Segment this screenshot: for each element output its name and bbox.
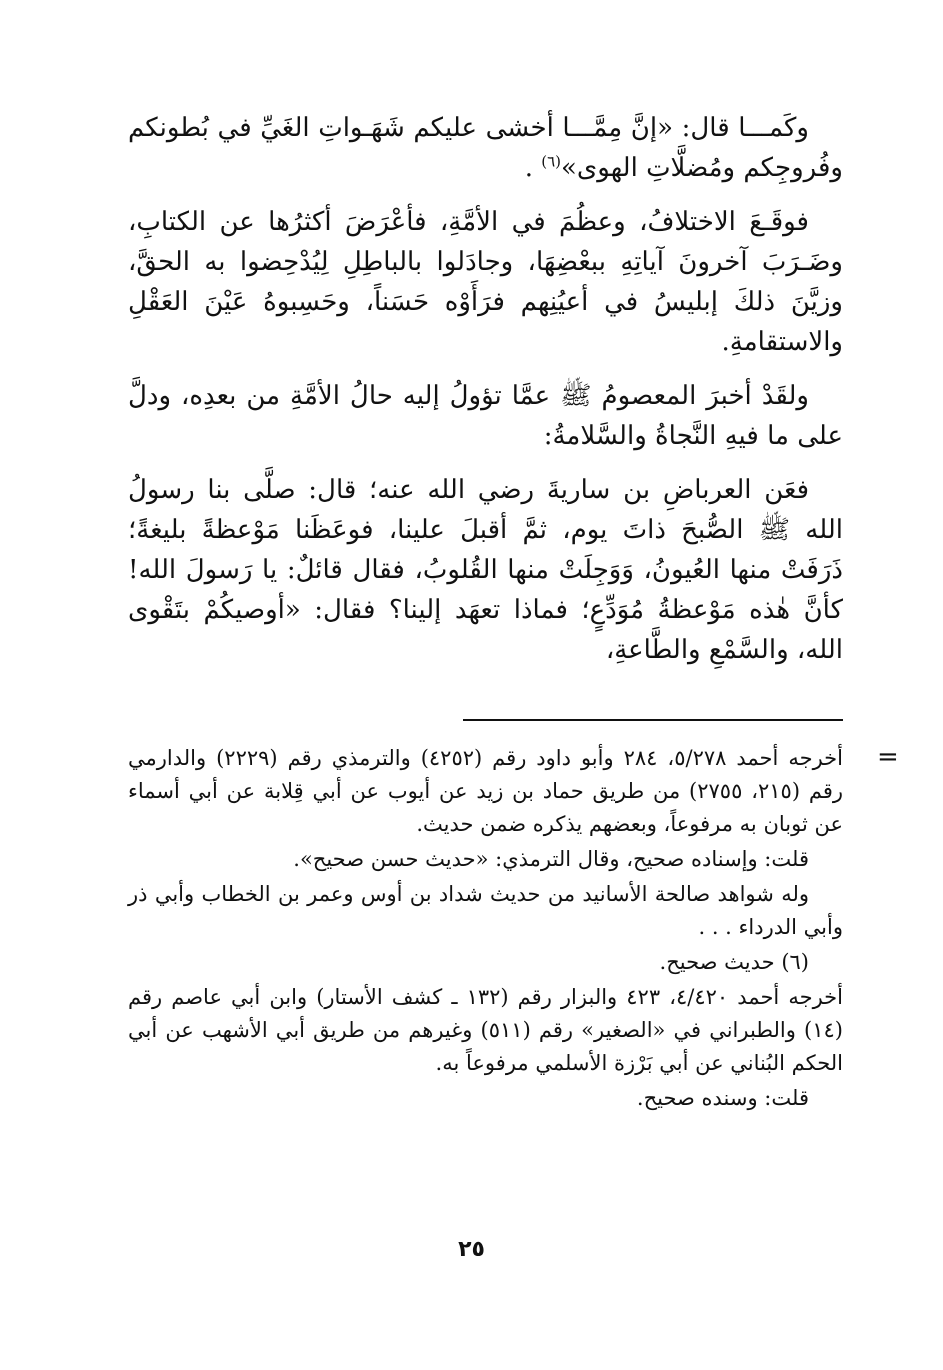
paragraph-2: فوقَـعَ الاختلافُ، وعظُمَ في الأمَّةِ، فأعْرَضَ أكثرُها عن الكتابِ، وضَـرَبَ آخرونَ آياتِهِ ببعْضِهَا، وجادَلوا بالباطِلِ لِيُدْحِضوا به الحقَّ، وزيَّنَ ذلكَ إبليسُ في أعيُنِهم فرَأَوْه حَسَناً، وحَسِبوهُ عَيْنَ العَقْلِ والاستقامةِ. [128, 207, 843, 357]
paragraph-1 [128, 108, 843, 188]
footnote-separator [463, 719, 843, 721]
footnote-line: قلت: وإسناده صحيح، وقال الترمذي: «حديث حسن صحيح». [293, 847, 809, 871]
paragraph-3: ولقَدْ أخبرَ المعصومُ ﷺ عمَّا تؤولُ إليه حالُ الأمَّةِ من بعدِه، ودلَّ على ما فيهِ النَّجاةُ والسَّلامةُ: [128, 381, 843, 451]
footnote-line: أخرجه أحمد ٥/٢٧٨، ٢٨٤ وأبو داود رقم (٤٢٥٢) والترمذي رقم (٢٢٢٩) والدارمي رقم (٢١٥، ٢٧٥٥) من طريق حماد بن زيد عن أيوب عن أبي قِلابة عن أبي أسماء عن ثوبان به مرفوعاً، وبعضهم يذكره ضمن حديث. [128, 746, 844, 836]
paragraph-1-text: وكَمـــا قال: «إنَّ مِمَّـــا أخشى عليكم شَهَـواتِ الغَيِّ في بُطونكم وفُروجِكم ومُضلَّاتِ الهوى» [128, 113, 843, 183]
footnote-line: أخرجه أحمد ٤/٤٢٠، ٤٢٣ والبزار رقم (١٣٢ ـ كشف الأستار) وابن أبي عاصم رقم (١٤) والطبراني في «الصغير» رقم (٥١١) وغيرهم من طريق أبي الأشهب عن أبي الحكم البُناني عن أبي بَرْزة الأسلمي مرفوعاً به. [128, 985, 843, 1075]
footnote-line: وله شواهد صالحة الأسانيد من حديث شداد بن أوس وعمر بن الخطاب وأبي ذر وأبي الدرداء . . . [128, 882, 843, 939]
paragraph-1-end: . [524, 153, 542, 183]
footnote-heading-6: (٦) حديث صحيح. [659, 950, 809, 974]
footnotes [128, 742, 843, 1117]
footnote-continuation-mark: = [877, 742, 899, 772]
footnote-reference-6: (٦) [541, 152, 561, 171]
footnote-line: قلت: وسنده صحيح. [636, 1086, 809, 1110]
paragraph-4: فعَن العرباضِ بن ساريةَ رضي الله عنه؛ قال: صلَّى بنا رسولُ الله ﷺ الصُّبحَ ذاتَ يوم، ثمَّ أقبلَ علينا، فوعَظَنا مَوْعظةً بليغةً؛ ذَرَفَتْ منها العُيونُ، وَوَجِلَتْ منها القُلوبُ، فقال قائلٌ: يا رَسولَ الله! كأنَّ هٰذه مَوْعظةُ مُوَدِّعٍ؛ فماذا تعهَد إلينا؟ فقال: «أوصيكُمْ بتَقْوى الله، والسَّمْعِ والطَّاعةِ، [128, 475, 843, 665]
page-number: ٢٥ [458, 1237, 485, 1262]
main-text [128, 108, 843, 684]
